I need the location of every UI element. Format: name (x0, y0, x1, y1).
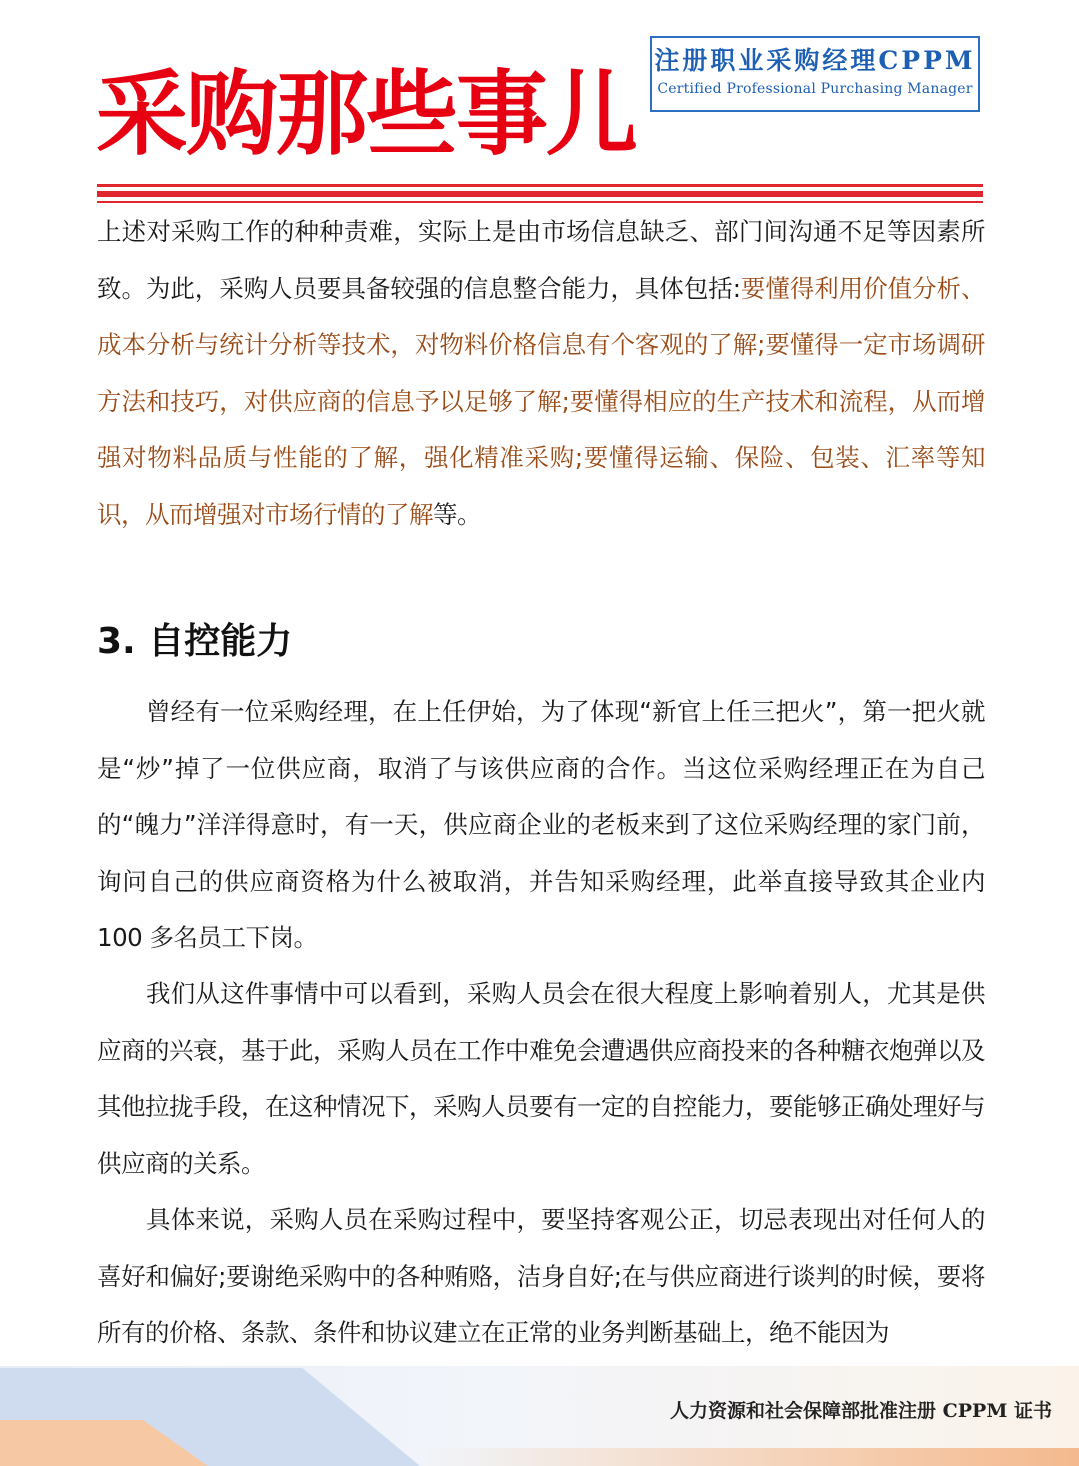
header-divider-bottom (97, 201, 983, 203)
section-paragraph-2: 我们从这件事情中可以看到，采购人员会在很大程度上影响着别人，尤其是供应商的兴衰，基于此，采购人员在工作中难免会遭遇供应商投来的各种糖衣炮弹以及其他拉拢手段，在这种情况下，采购人员要有一定的自控能力，要能够正确处理好与供应商的关系。 (97, 979, 985, 1178)
footer-certificate-text: 人力资源和社会保障部批准注册 CPPM 证书 (670, 1400, 1052, 1422)
intro-tail-text: 等。 (433, 499, 481, 529)
section-paragraph-1: 曾经有一位采购经理，在上任伊始，为了体现“新官上任三把火”，第一把火就是“炒”掉了一位供应商，取消了与该供应商的合作。当这位采购经理正在为自己的“魄力”洋洋得意时，有一天，供应商企业的老板来到了这位采购经理的家门前，询问自己的供应商资格为什么被取消，并告知采购经理，此举直接导致其企业内 100 多名员工下岗。 (97, 697, 985, 953)
page-title: 采购那些事儿 (96, 61, 637, 168)
section-heading: 3. 自控能力 (97, 621, 293, 662)
intro-paragraph (97, 204, 985, 544)
intro-highlighted-text: 要懂得利用价值分析、成本分析与统计分析等技术，对物料价格信息有个客观的了解;要懂得一定市场调研方法和技巧，对供应商的信息予以足够了解;要懂得相应的生产技术和流程，从而增强对物料品质与性能的了解，强化精准采购;要懂得运输、保险、包装、汇率等知识，从而增强对市场行情的了解 (97, 273, 985, 529)
intro-plain-text: 上述对采购工作的种种责难，实际上是由市场信息缺乏、部门间沟通不足等因素所致。为此，采购人员要具备较强的信息整合能力，具体包括: (97, 217, 985, 303)
header-divider-middle (97, 191, 983, 197)
section-paragraph-3: 具体来说，采购人员在采购过程中，要坚持客观公正，切忌表现出对任何人的喜好和偏好;要谢绝采购中的各种贿赂，洁身自好;在与供应商进行谈判的时候，要将所有的价格、条款、条件和协议建立在正常的业务判断基础上，绝不能因为 (97, 1205, 985, 1348)
footer-orange-strip (420, 1448, 1079, 1466)
badge-chinese-text: 注册职业采购经理CPPM (654, 46, 976, 75)
cppm-logo-badge (650, 36, 980, 112)
header-divider-top (97, 184, 983, 187)
badge-english-text: Certified Professional Purchasing Manager (657, 81, 973, 97)
